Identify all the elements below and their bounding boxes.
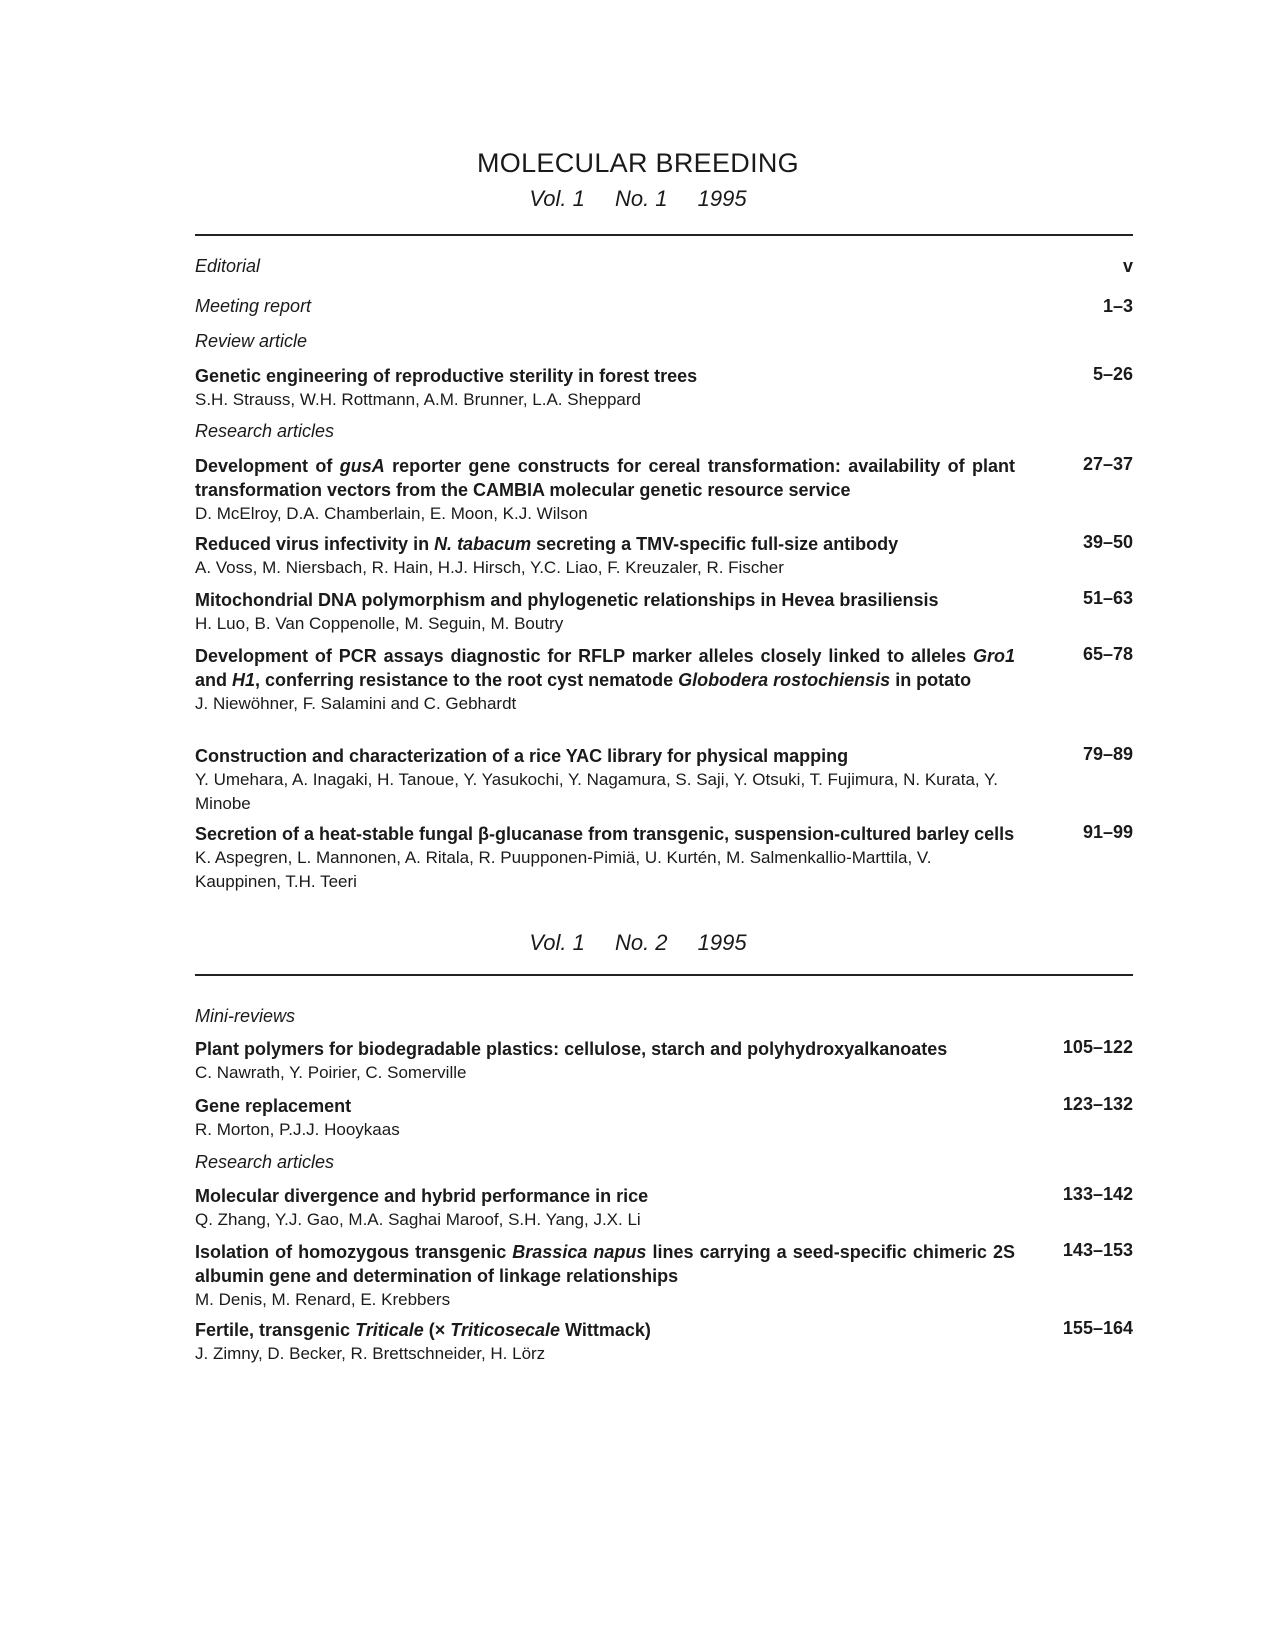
italic-term: Globodera rostochiensis <box>678 670 891 690</box>
section-research-articles: Research articles <box>195 1152 335 1172</box>
section-meeting-report: Meeting report <box>195 296 312 316</box>
italic-term: H1 <box>232 670 256 690</box>
divider-rule <box>195 974 1133 976</box>
italic-term: gusA <box>339 456 385 476</box>
title-text: Secretion of a heat-stable fungal β-glucanase from transgenic, suspension-cultured barley cells <box>195 824 1015 844</box>
title-text: reporter gene constructs for cereal transformation: availability of plant transformation vectors from the CAMBIA molecular genetic resource service <box>195 456 1015 500</box>
article-authors: J. Niewöhner, F. Salamini and C. Gebhardt <box>195 694 517 713</box>
issue-year: 1995 <box>697 930 747 955</box>
article-authors: S.H. Strauss, W.H. Rottmann, A.M. Brunner, L.A. Sheppard <box>195 390 641 409</box>
issue-year: 1995 <box>697 186 747 211</box>
issue-number: No. 1 <box>614 186 668 211</box>
page-range: 143–153 <box>1062 1240 1133 1260</box>
page-range: 155–164 <box>1062 1318 1133 1338</box>
title-text: Genetic engineering of reproductive sterility in forest trees <box>195 366 698 386</box>
title-text: in potato <box>890 670 972 690</box>
divider-rule <box>195 234 1133 236</box>
section-editorial: Editorial <box>195 256 261 276</box>
toc-entry <box>195 1037 1133 1085</box>
title-text: Construction and characterization of a rice YAC library for physical mapping <box>195 746 849 766</box>
title-text: Wittmack) <box>560 1320 651 1340</box>
title-text: lines carrying a seed-specific chimeric 2S albumin gene and determination of linkage relationships <box>195 1242 1015 1286</box>
article-authors: M. Denis, M. Renard, E. Krebbers <box>195 1290 451 1309</box>
italic-term: Gro1 <box>972 646 1015 666</box>
toc-entry <box>195 1184 1133 1232</box>
article-authors: A. Voss, M. Niersbach, R. Hain, H.J. Hirsch, Y.C. Liao, F. Kreuzaler, R. Fischer <box>195 558 784 577</box>
title-text: Mitochondrial DNA polymorphism and phylogenetic relationships in Hevea brasiliensis <box>195 590 939 610</box>
article-title <box>195 1318 1015 1342</box>
toc-entry <box>195 588 1133 636</box>
journal-title: MOLECULAR BREEDING <box>477 148 799 178</box>
title-text: Isolation of homozygous transgenic <box>195 1242 513 1262</box>
page-range: 91–99 <box>1082 822 1133 842</box>
issue-heading-1 <box>0 186 1276 212</box>
title-text: (× <box>423 1320 451 1340</box>
article-title <box>195 588 1015 612</box>
section-review-article: Review article <box>195 331 308 351</box>
page-range: 27–37 <box>1082 454 1133 474</box>
page-range: 105–122 <box>1062 1037 1133 1057</box>
article-authors: D. McElroy, D.A. Chamberlain, E. Moon, K.J. Wilson <box>195 504 588 523</box>
issue-volume: Vol. 1 <box>529 186 585 211</box>
title-text: Gene replacement <box>195 1096 352 1116</box>
title-text: Development of PCR assays diagnostic for RFLP marker alleles closely linked to alleles <box>195 646 973 666</box>
article-authors: R. Morton, P.J.J. Hooykaas <box>195 1120 400 1139</box>
article-title <box>195 1094 1015 1118</box>
article-authors: J. Zimny, D. Becker, R. Brettschneider, H. Lörz <box>195 1344 546 1363</box>
editorial-row <box>195 256 1133 282</box>
article-authors: C. Nawrath, Y. Poirier, C. Somerville <box>195 1063 467 1082</box>
issue-volume: Vol. 1 <box>529 930 585 955</box>
title-text: secreting a TMV-specific full-size antibody <box>531 534 899 554</box>
italic-term: N. tabacum <box>434 534 532 554</box>
toc-entry <box>195 454 1133 526</box>
article-title <box>195 822 1015 846</box>
toc-entry <box>195 644 1133 716</box>
title-text: , conferring resistance to the root cyst nematode <box>255 670 679 690</box>
page-range: 123–132 <box>1062 1094 1133 1114</box>
article-title <box>195 454 1015 502</box>
toc-entry <box>195 532 1133 580</box>
title-text: Reduced virus infectivity in <box>195 534 435 554</box>
issue-heading-2 <box>0 930 1276 956</box>
article-authors: Q. Zhang, Y.J. Gao, M.A. Saghai Maroof, S.H. Yang, J.X. Li <box>195 1210 641 1229</box>
article-title <box>195 364 1015 388</box>
section-mini-reviews: Mini-reviews <box>195 1006 296 1026</box>
page-range: 79–89 <box>1082 744 1133 764</box>
toc-entry <box>195 1240 1133 1312</box>
page-range: 51–63 <box>1082 588 1133 608</box>
title-text: Fertile, transgenic <box>195 1320 356 1340</box>
toc-entry <box>195 822 1133 894</box>
toc-entry <box>195 1318 1133 1366</box>
article-title <box>195 532 1015 556</box>
article-authors: K. Aspegren, L. Mannonen, A. Ritala, R. Puupponen-Pimiä, U. Kurtén, M. Salmenkallio-Marttila, V. Kauppinen, T.H. Teeri <box>195 848 932 891</box>
title-text: and <box>195 670 233 690</box>
italic-term: Triticale <box>355 1320 424 1340</box>
title-text: Development of <box>195 456 340 476</box>
article-title <box>195 1184 1015 1208</box>
page-range: 5–26 <box>1092 364 1133 384</box>
toc-entry <box>195 1094 1133 1142</box>
page-range: 1–3 <box>1102 296 1133 316</box>
title-text: Plant polymers for biodegradable plastics: cellulose, starch and polyhydroxyalkanoates <box>195 1039 948 1059</box>
page-range: 133–142 <box>1062 1184 1133 1204</box>
toc-entry <box>195 364 1133 412</box>
article-title <box>195 644 1015 692</box>
meeting-report-row <box>195 296 1133 322</box>
article-title <box>195 744 1015 768</box>
title-text: Molecular divergence and hybrid performance in rice <box>195 1186 649 1206</box>
article-authors: H. Luo, B. Van Coppenolle, M. Seguin, M. Boutry <box>195 614 564 633</box>
article-title <box>195 1240 1015 1288</box>
issue-number: No. 2 <box>614 930 668 955</box>
page-range: 65–78 <box>1082 644 1133 664</box>
article-authors: Y. Umehara, A. Inagaki, H. Tanoue, Y. Yasukochi, Y. Nagamura, S. Saji, Y. Otsuki, T. Fujimura, N. Kurata, Y. Minobe <box>195 770 998 813</box>
toc-entry <box>195 744 1133 816</box>
italic-term: Brassica napus <box>512 1242 647 1262</box>
italic-term: Triticosecale <box>450 1320 561 1340</box>
section-research-articles: Research articles <box>195 421 335 441</box>
page-range: v <box>1122 256 1133 276</box>
article-title <box>195 1037 1015 1061</box>
page-range: 39–50 <box>1082 532 1133 552</box>
